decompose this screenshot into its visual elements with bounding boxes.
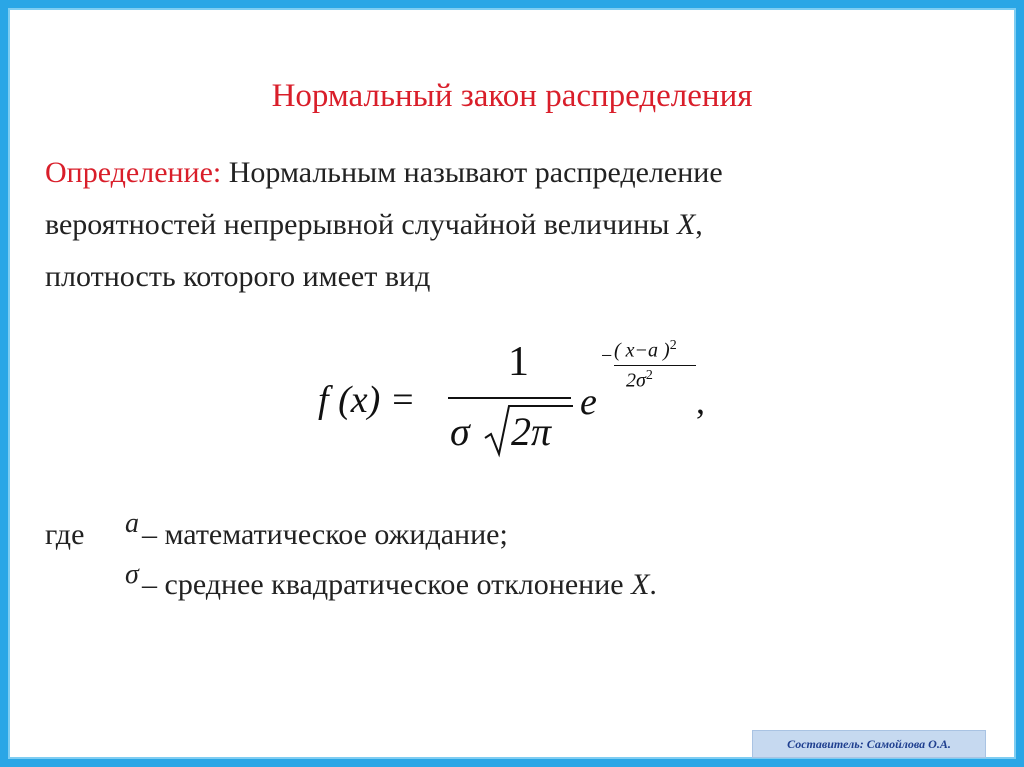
formula-lhs-rest: (x) = <box>328 379 416 421</box>
where-sigma-line <box>142 568 657 602</box>
fraction-bar <box>448 397 571 399</box>
den-2pi-text: 2π <box>511 409 552 454</box>
normal-density-formula <box>308 328 748 468</box>
formula-base-e: e <box>580 381 597 423</box>
exponent-denominator <box>626 368 653 393</box>
exponent-numerator-power: 2 <box>669 338 677 353</box>
exponent-numerator-text: ( x−a ) <box>614 339 670 362</box>
formula-denominator-2pi <box>511 408 551 455</box>
exponent-denominator-text: 2σ <box>626 369 646 392</box>
where-sigma-period: . <box>649 568 657 601</box>
where-a-text: – математическое ожидание; <box>142 518 508 551</box>
definition-line-1 <box>45 156 723 190</box>
formula-lhs <box>318 378 415 422</box>
formula-denominator-sigma: σ <box>450 409 470 454</box>
symbol-a: a <box>125 508 139 539</box>
formula-numerator: 1 <box>508 339 529 385</box>
formula-comma: , <box>696 381 705 421</box>
slide-title: Нормальный закон распределения <box>271 78 753 114</box>
definition-line-3: плотность которого имеет вид <box>45 260 431 293</box>
definition-line-1-text: Нормальным называют распределение <box>221 156 723 189</box>
definition-label: Определение: <box>45 156 222 189</box>
definition-line-2-comma: , <box>695 208 703 241</box>
variable-x: X <box>676 208 696 241</box>
where-word: где <box>45 518 85 551</box>
exponent-numerator <box>614 338 677 363</box>
where-sigma-text: – среднее квадратическое отклонение <box>142 568 632 601</box>
exponent-minus: − <box>601 345 613 367</box>
definition-line-2-text: вероятностей непрерывной случайной величины <box>45 208 677 241</box>
definition-line-2 <box>45 208 703 242</box>
formula-f: f <box>318 379 329 421</box>
exponent-fraction-bar <box>614 365 696 366</box>
symbol-sigma: σ <box>125 559 139 590</box>
variable-x-2: X <box>631 568 650 601</box>
slide <box>8 8 1016 759</box>
exponent-denominator-power: 2 <box>645 368 653 383</box>
author-footer: Составитель: Самойлова О.А. <box>752 730 986 758</box>
